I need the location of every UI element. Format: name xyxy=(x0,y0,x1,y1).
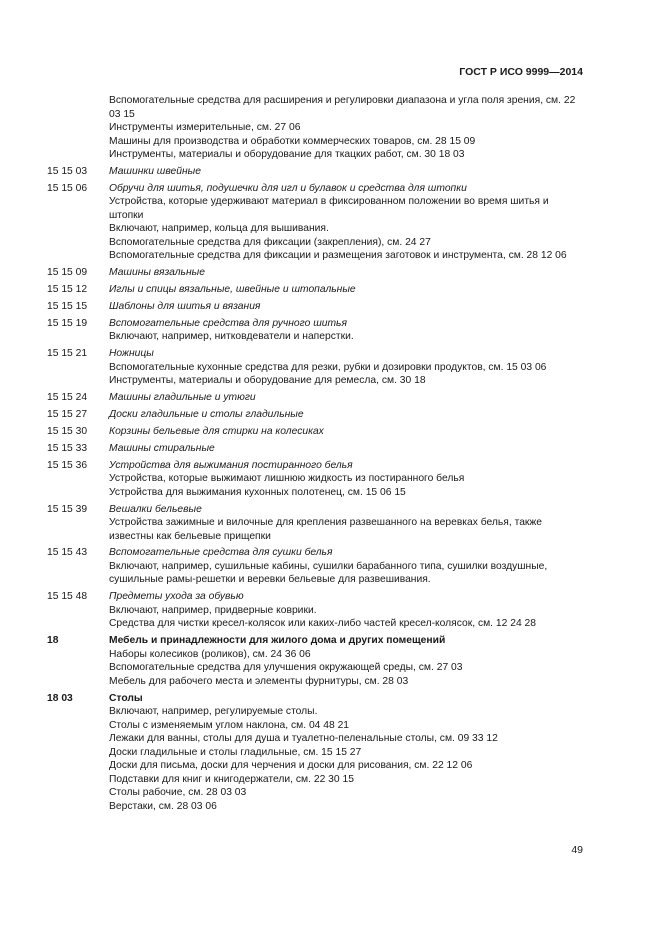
entry-title: Устройства для выжимания постиранного белья xyxy=(109,459,353,471)
classification-entry xyxy=(47,300,584,314)
entry-title: Машинки швейные xyxy=(109,165,201,177)
classification-entry xyxy=(47,408,584,422)
entry-note: Включают, например, сушильные кабины, сушилки барабанного типа, сушилки воздушные, сушильные рамы-решетки и веревки бельевые для развешивания. xyxy=(109,560,548,586)
entry-code: 18 03 xyxy=(47,692,73,704)
entry-note: Инструменты, материалы и оборудование для ремесла, см. 30 18 xyxy=(109,375,426,387)
document-header: ГОСТ Р ИСО 9999—2014 xyxy=(459,66,583,78)
classification-entry xyxy=(47,459,584,500)
entry-code: 15 15 43 xyxy=(47,547,88,559)
entry-body xyxy=(109,300,584,314)
entry-body xyxy=(109,546,584,587)
entry-code: 15 15 09 xyxy=(47,267,88,279)
entry-title: Мебель и принадлежности для жилого дома и других помещений xyxy=(109,635,446,647)
entry-code xyxy=(47,94,109,162)
entry-note: Машины для производства и обработки коммерческих товаров, см. 28 15 09 xyxy=(109,135,476,147)
entry-body xyxy=(109,408,584,422)
entry-title: Столы xyxy=(109,692,143,704)
entry-body xyxy=(109,459,584,500)
entry-note: Устройства зажимные и вилочные для крепления развешанного на веревках белья, также известны как бельевые прищепки xyxy=(109,517,543,542)
classification-entry xyxy=(47,546,584,587)
entry-body xyxy=(109,692,584,814)
entry-body xyxy=(109,182,584,263)
classification-entry xyxy=(47,442,584,456)
classification-entry xyxy=(47,590,584,631)
entry-code: 15 15 21 xyxy=(47,348,88,360)
entry-note: Вспомогательные средства для фиксации (закрепления), см. 24 27 xyxy=(109,236,431,248)
entry-note: Доски для письма, доски для черчения и доски для рисования, см. 22 12 06 xyxy=(109,760,473,772)
classification-entry xyxy=(47,165,584,179)
entry-body xyxy=(109,391,584,405)
entry-code: 15 15 39 xyxy=(47,503,88,515)
entry-note: Наборы колесиков (роликов), см. 24 36 06 xyxy=(109,648,311,660)
entry-code: 15 15 48 xyxy=(47,591,88,603)
entry-body xyxy=(109,425,584,439)
entry-note: Включают, например, придверные коврики. xyxy=(109,604,317,616)
entry-title: Машины вязальные xyxy=(109,267,205,279)
classification-entry xyxy=(47,425,584,439)
classification-entry xyxy=(47,692,584,814)
entry-body xyxy=(109,317,584,344)
entry-code: 15 15 24 xyxy=(47,392,88,404)
entry-code: 15 15 15 xyxy=(47,300,88,312)
entry-code: 15 15 06 xyxy=(47,182,88,194)
entry-title: Вешалки бельевые xyxy=(109,503,202,515)
entry-code: 18 xyxy=(47,635,59,647)
classification-entry xyxy=(47,182,584,263)
entry-title: Предметы ухода за обувью xyxy=(109,591,244,603)
entry-note: Вспомогательные средства для расширения и регулировки диапазона и угла поля зрения, см. 22 03 15 xyxy=(109,95,576,120)
entry-title: Иглы и спицы вязальные, швейные и штопальные xyxy=(109,284,356,296)
entry-code: 15 15 12 xyxy=(47,284,88,296)
entry-note: Устройства для выжимания кухонных полотенец, см. 15 06 15 xyxy=(109,486,406,498)
entry-note: Столы с изменяемым углом наклона, см. 04 48 21 xyxy=(109,719,350,731)
entry-title: Вспомогательные средства для сушки белья xyxy=(109,547,333,559)
entry-body xyxy=(109,634,584,688)
entry-note: Инструменты, материалы и оборудование для ткацких работ, см. 30 18 03 xyxy=(109,149,465,160)
entry-note: Вспомогательные кухонные средства для резки, рубки и дозировки продуктов, см. 15 03 06 xyxy=(109,361,547,373)
entry-note: Подставки для книг и книгодержатели, см. 22 30 15 xyxy=(109,773,354,785)
entry-body xyxy=(109,503,584,544)
classification-entry xyxy=(47,347,584,388)
entry-note: Вспомогательные средства для фиксации и размещения заготовок и инструмента, см. 28 12 06 xyxy=(109,250,567,262)
entry-note: Включают, например, регулируемые столы. xyxy=(109,706,318,718)
entry-body xyxy=(109,442,584,456)
entry-body xyxy=(109,590,584,631)
entry-body xyxy=(109,347,584,388)
entry-note: Верстаки, см. 28 03 06 xyxy=(109,800,217,812)
entry-note: Устройства, которые удерживают материал в фиксированном положении во время шитья и штопки xyxy=(109,196,549,221)
entry-code: 15 15 03 xyxy=(47,165,88,177)
entry-title: Машины стиральные xyxy=(109,442,215,454)
entry-body xyxy=(109,266,584,280)
classification-entry xyxy=(47,634,584,688)
entry-note: Средства для чистки кресел-колясок или каких-либо частей кресел-колясок, см. 12 24 28 xyxy=(109,618,536,630)
entry-code: 15 15 19 xyxy=(47,317,88,329)
entry-note: Включают, например, кольца для вышивания. xyxy=(109,223,329,235)
entry-title: Корзины бельевые для стирки на колесиках xyxy=(109,425,324,437)
entry-note: Инструменты измерительные, см. 27 06 xyxy=(109,122,301,133)
classification-entry xyxy=(47,317,584,344)
entry-title: Машины гладильные и утюги xyxy=(109,392,256,404)
entry-title: Ножницы xyxy=(109,348,154,360)
entry-note: Включают, например, нитковдеватели и наперстки. xyxy=(109,331,354,343)
entry-body xyxy=(109,283,584,297)
entry-title: Обручи для шитья, подушечки для игл и булавок и средства для штопки xyxy=(109,182,467,194)
classification-entry xyxy=(47,283,584,297)
entry-note: Мебель для рабочего места и элементы фурнитуры, см. 28 03 xyxy=(109,675,409,687)
entry-code: 15 15 27 xyxy=(47,409,88,421)
entry-note: Столы рабочие, см. 28 03 03 xyxy=(109,787,247,799)
classification-entry xyxy=(47,391,584,405)
page-number: 49 xyxy=(571,844,583,856)
entry-title: Шаблоны для шитья и вязания xyxy=(109,300,261,312)
entry-code: 15 15 30 xyxy=(47,425,88,437)
entry-body xyxy=(109,94,584,162)
entry-body xyxy=(109,165,584,179)
classification-entry xyxy=(47,94,584,162)
entry-title: Доски гладильные и столы гладильные xyxy=(109,409,304,421)
entry-note: Вспомогательные средства для улучшения окружающей среды, см. 27 03 xyxy=(109,662,463,674)
entry-note: Устройства, которые выжимают лишнюю жидкость из постиранного белья xyxy=(109,473,465,485)
entry-note: Лежаки для ванны, столы для душа и туалетно-пеленальные столы, см. 09 33 12 xyxy=(109,733,498,745)
classification-list xyxy=(47,94,584,817)
entry-note: Доски гладильные и столы гладильные, см. 15 15 27 xyxy=(109,746,362,758)
entry-code: 15 15 36 xyxy=(47,459,88,471)
entry-code: 15 15 33 xyxy=(47,442,88,454)
classification-entry xyxy=(47,503,584,544)
classification-entry xyxy=(47,266,584,280)
entry-title: Вспомогательные средства для ручного шитья xyxy=(109,317,347,329)
